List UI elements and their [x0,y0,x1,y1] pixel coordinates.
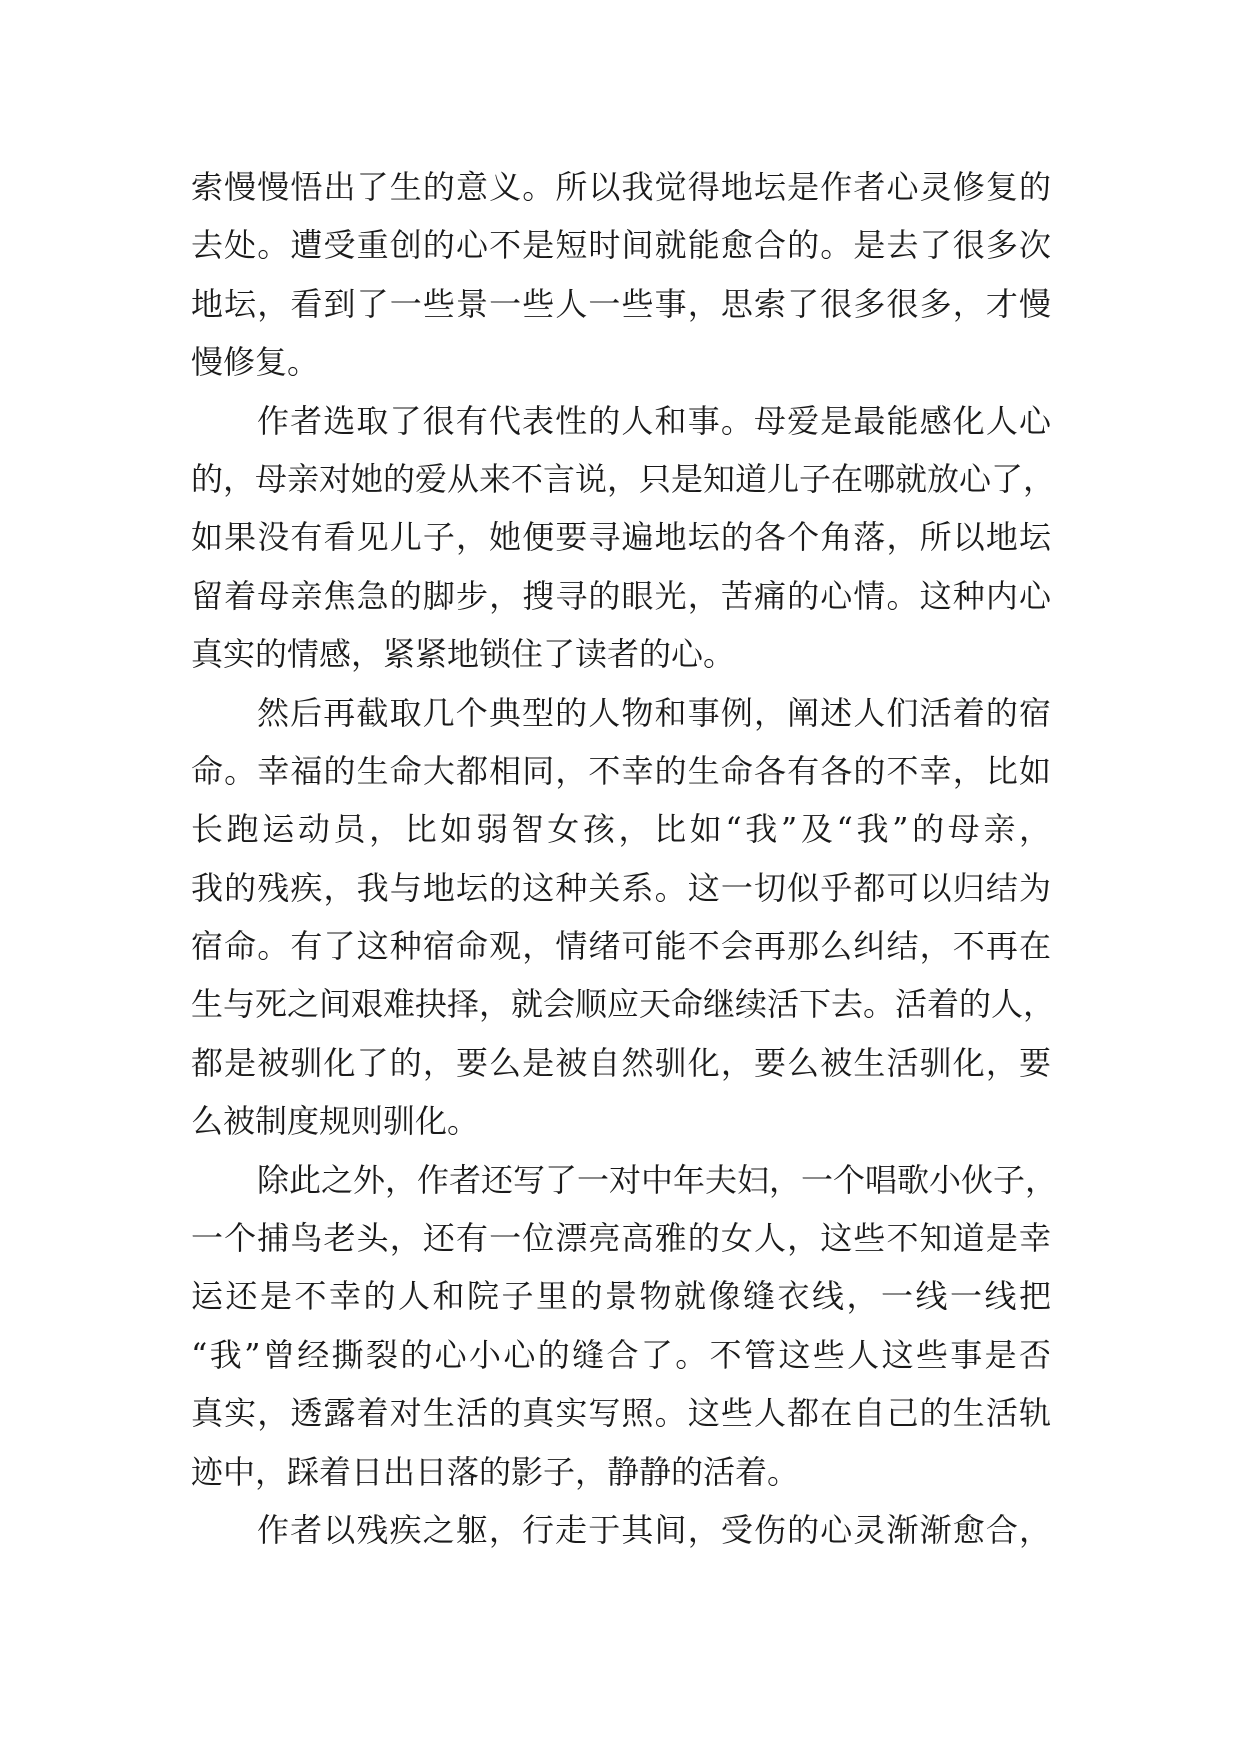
text-line: 的，母亲对她的爱从来不言说，只是知道儿子在哪就放心了， [191,459,1056,498]
text-line: 如果没有看见儿子，她便要寻遍地坛的各个角落，所以地坛 [191,518,1051,557]
document-body [191,158,1058,1559]
paragraph-first-line: 然后再截取几个典型的人物和事例，阐述人们活着的宿 [257,693,1051,732]
text-line: 留着母亲焦急的脚步，搜寻的眼光，苦痛的心情。这种内心 [191,576,1051,615]
text-line: 运还是不幸的人和院子里的景物就像缝衣线，一线一线把 [191,1277,1051,1316]
paragraph-first-line: 除此之外，作者还写了一对中年夫妇，一个唱歌小伙子， [257,1160,1058,1199]
text-line: 都是被驯化了的，要么是被自然驯化，要么被生活驯化，要 [191,1043,1051,1082]
text-line: 慢修复。 [191,343,320,382]
text-line: 宿命。有了这种宿命观，情绪可能不会再那么纠结，不再在 [191,927,1051,966]
paragraph-first-line: 作者以残疾之躯，行走于其间，受伤的心灵渐渐愈合， [257,1510,1051,1549]
text-line: 么被制度规则驯化。 [191,1102,480,1141]
text-line: 索慢慢悟出了生的意义。所以我觉得地坛是作者心灵修复的 [191,168,1051,206]
text-line: 一个捕鸟老头，还有一位漂亮高雅的女人，这些不知道是幸 [191,1219,1051,1258]
text-line: 命。幸福的生命大都相同，不幸的生命各有各的不幸，比如 [191,751,1051,790]
text-line: 真实的情感，紧紧地锁住了读者的心。 [191,635,736,674]
text-line: 迹中，踩着日出日落的影子，静静的活着。 [191,1452,800,1491]
paragraph-first-line: 作者选取了很有代表性的人和事。母爱是最能感化人心 [257,401,1051,440]
text-line: 真实，透露着对生活的真实写照。这些人都在自己的生活轨 [191,1394,1051,1433]
text-line: 去处。遭受重创的心不是短时间就能愈合的。是去了很多次 [191,226,1051,265]
text-line: 长跑运动员，比如弱智女孩，比如“我”及“我”的母亲， [191,810,1051,849]
text-line: 地坛，看到了一些景一些人一些事，思索了很多很多，才慢 [191,284,1051,323]
text-line: 生与死之间艰难抉择，就会顺应天命继续活下去。活着的人， [191,985,1056,1024]
text-line: “我”曾经撕裂的心小心的缝合了。不管这些人这些事是否 [191,1335,1051,1374]
text-line: 我的残疾，我与地坛的这种关系。这一切似乎都可以归结为 [191,868,1051,907]
